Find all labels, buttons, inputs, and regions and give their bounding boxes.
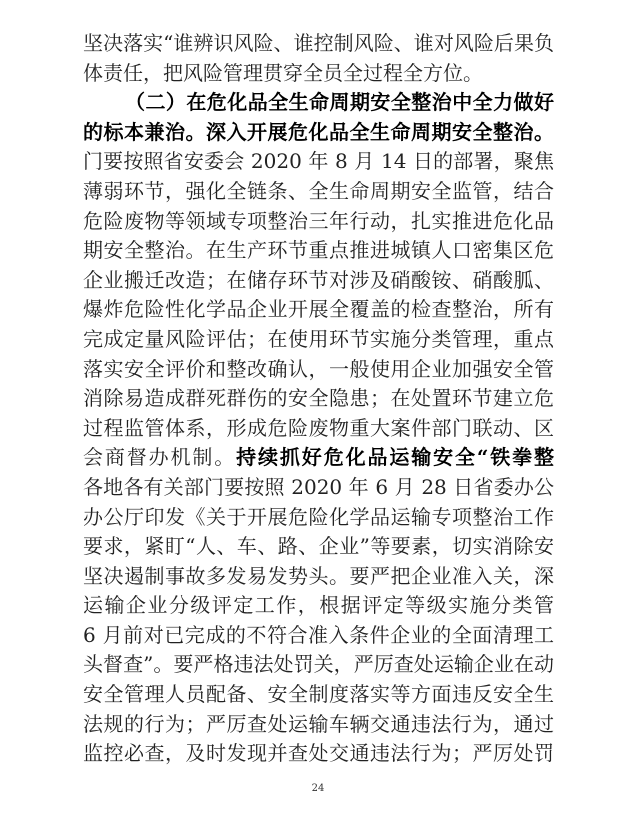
text-segment: 薄弱环节，强化全链条、全生命周期安全监管，结合: [83, 178, 554, 203]
text-segment: 完成定量风险评估；在使用环节实施分类管理，重点: [83, 326, 554, 351]
text-segment: 爆炸危险性化学品企业开展全覆盖的检查整治，所有: [83, 297, 554, 322]
bold-text-segment: 的标本兼治。深入开展危化品全生命周期安全整治。: [83, 119, 554, 144]
text-line: [83, 503, 554, 533]
text-line: [83, 236, 554, 266]
text-line: [83, 177, 554, 207]
text-segment: 过程监管体系，形成危险废物重大案件部门联动、区: [83, 415, 554, 440]
text-line: [83, 414, 554, 444]
text-segment: 6 月前对已完成的不符合准入条件企业的全面清理工: [83, 622, 554, 647]
text-segment: 落实安全评价和整改确认，一般使用企业加强安全管: [83, 356, 554, 381]
text-line: [83, 739, 554, 769]
text-segment: 消除易造成群死群伤的安全隐患；在处置环节建立危: [83, 386, 554, 411]
text-line: [83, 88, 554, 118]
text-segment: 危险废物等领域专项整治三年行动，扎实推进危化品: [83, 208, 554, 233]
text-segment: 安全管理人员配备、安全制度落实等方面违反安全生: [83, 682, 554, 707]
text-line: [83, 710, 554, 740]
text-line: [83, 650, 554, 680]
text-line: [83, 591, 554, 621]
text-line: [83, 443, 554, 473]
text-line: [83, 680, 554, 710]
text-line: [83, 355, 554, 385]
text-segment: 企业搬迁改造；在储存环节对涉及硝酸铵、硝酸胍、: [83, 267, 554, 292]
text-segment: 办公厅印发《关于开展危险化学品运输专项整治工作: [83, 504, 554, 529]
text-segment: 门要按照省安委会 2020 年 8 月 14 日的部署，聚焦: [83, 149, 554, 174]
text-line: [83, 384, 554, 414]
text-line: [83, 562, 554, 592]
bold-text-segment: （二）在危化品全生命周期安全整治中全力做好: [125, 90, 554, 115]
text-segment: 会商督办机制。: [83, 445, 237, 470]
text-segment: 期安全整治。在生产环节重点推进城镇人口密集区危: [83, 238, 554, 263]
text-line: [83, 266, 554, 296]
text-segment: 各地各有关部门要按照 2020 年 6 月 28 日省委办公: [83, 474, 554, 499]
page-number: 24: [311, 783, 325, 794]
text-segment: 头督查”。要严格违法处罚关，严厉查处运输企业在动: [83, 652, 554, 677]
text-segment: 运输企业分级评定工作，根据评定等级实施分类管: [83, 593, 554, 618]
text-segment: 监控必查，及时发现并查处交通违法行为；严厉处罚: [83, 741, 554, 766]
text-segment: 法规的行为；严厉查处运输车辆交通违法行为，通过: [83, 711, 554, 736]
text-line: [83, 118, 554, 148]
text-line: [83, 473, 554, 503]
text-line: [83, 621, 554, 651]
text-line: [83, 59, 554, 89]
text-line: [83, 295, 554, 325]
text-segment: 要求，紧盯“人、车、路、企业”等要素，切实消除安: [83, 534, 554, 559]
text-segment: 体责任，把风险管理贯穿全员全过程全方位。: [83, 60, 483, 85]
text-line: [83, 532, 554, 562]
text-line: [83, 147, 554, 177]
text-segment: 坚决落实“谁辨识风险、谁控制风险、谁对风险后果负: [83, 31, 554, 55]
text-line: [83, 207, 554, 237]
body-text: [83, 29, 554, 769]
bold-text-segment: 持续抓好危化品运输安全“铁拳整: [236, 445, 554, 470]
text-segment: 坚决遏制事故多发易发势头。要严把企业准入关，深: [83, 563, 554, 588]
text-line: [83, 325, 554, 355]
text-line: [83, 29, 554, 59]
